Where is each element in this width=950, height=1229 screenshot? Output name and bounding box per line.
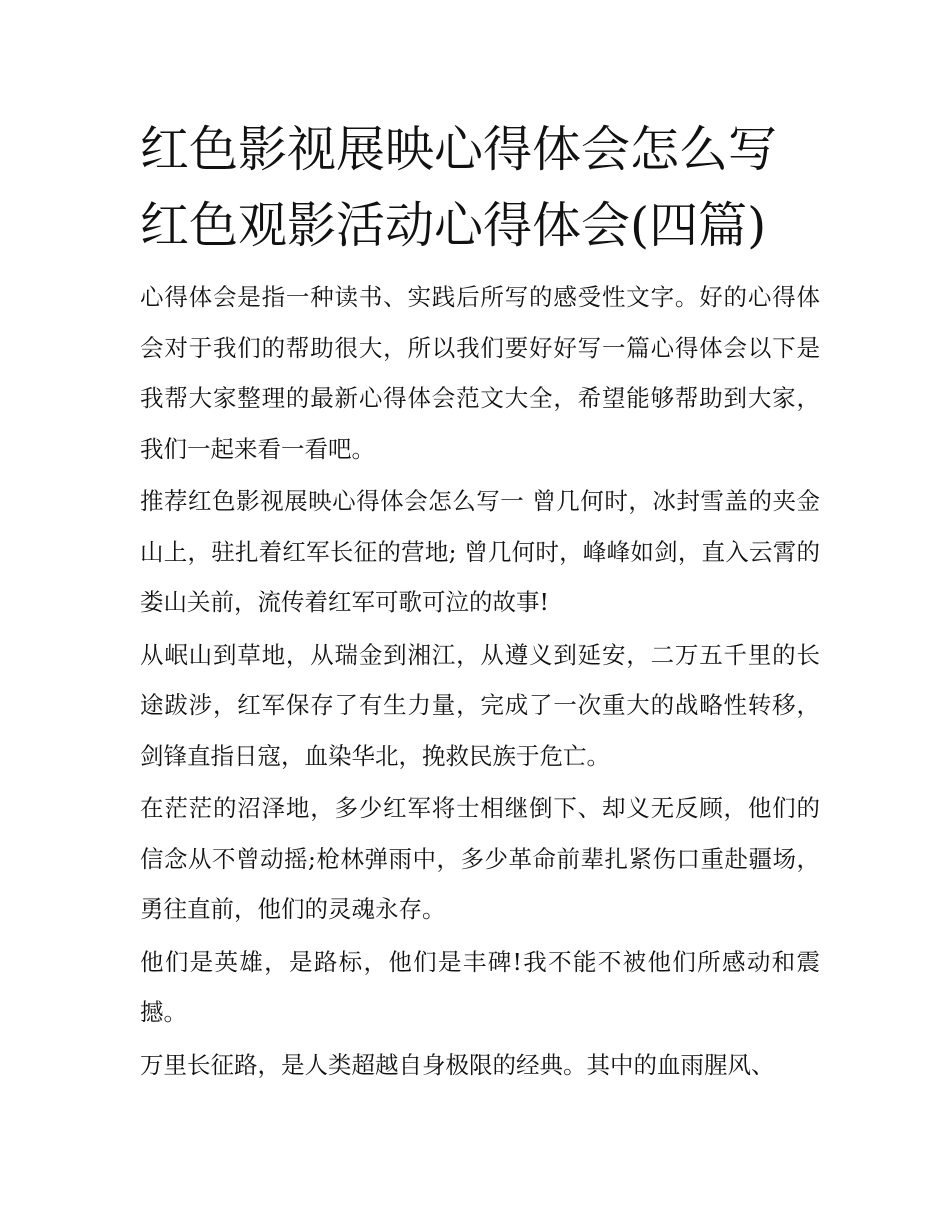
title-line-2: 红色观影活动心得体会(四篇) <box>140 197 767 254</box>
paragraph-recommend: 推荐红色影视展映心得体会怎么写一 曾几何时，冰封雪盖的夹金山上，驻扎着红军长征的营地; 曾几何时，峰峰如剑，直入云霄的娄山关前，流传着红军可歌可泣的故事! <box>140 487 820 616</box>
paragraph-intro: 心得体会是指一种读书、实践后所写的感受性文字。好的心得体会对于我们的帮助很大，所以我们要好好写一篇心得体会以下是我帮大家整理的最新心得体会范文大全，希望能够帮助到大家，我们一起来看一看吧。 <box>140 283 820 463</box>
paragraph-marshland: 在茫茫的沼泽地，多少红军将士相继倒下、却义无反顾，他们的信念从不曾动摇;枪林弹雨中，多少革命前辈扎紧伤口重赴疆场，勇往直前，他们的灵魂永存。 <box>140 794 820 923</box>
title-line-1: 红色影视展映心得体会怎么写 <box>140 121 778 178</box>
paragraph-long-march: 从岷山到草地，从瑞金到湘江，从遵义到延安，二万五千里的长途跋涉，红军保存了有生力量，完成了一次重大的战略性转移，剑锋直指日寇，血染华北，挽救民族于危亡。 <box>140 640 820 770</box>
paragraph-heroes: 他们是英雄，是路标，他们是丰碑!我不能不被他们所感动和震撼。 <box>140 947 820 1026</box>
document-title <box>140 112 820 264</box>
paragraph-classic: 万里长征路，是人类超越自身极限的经典。其中的血雨腥风、 <box>140 1050 775 1079</box>
document-body <box>140 112 820 1092</box>
